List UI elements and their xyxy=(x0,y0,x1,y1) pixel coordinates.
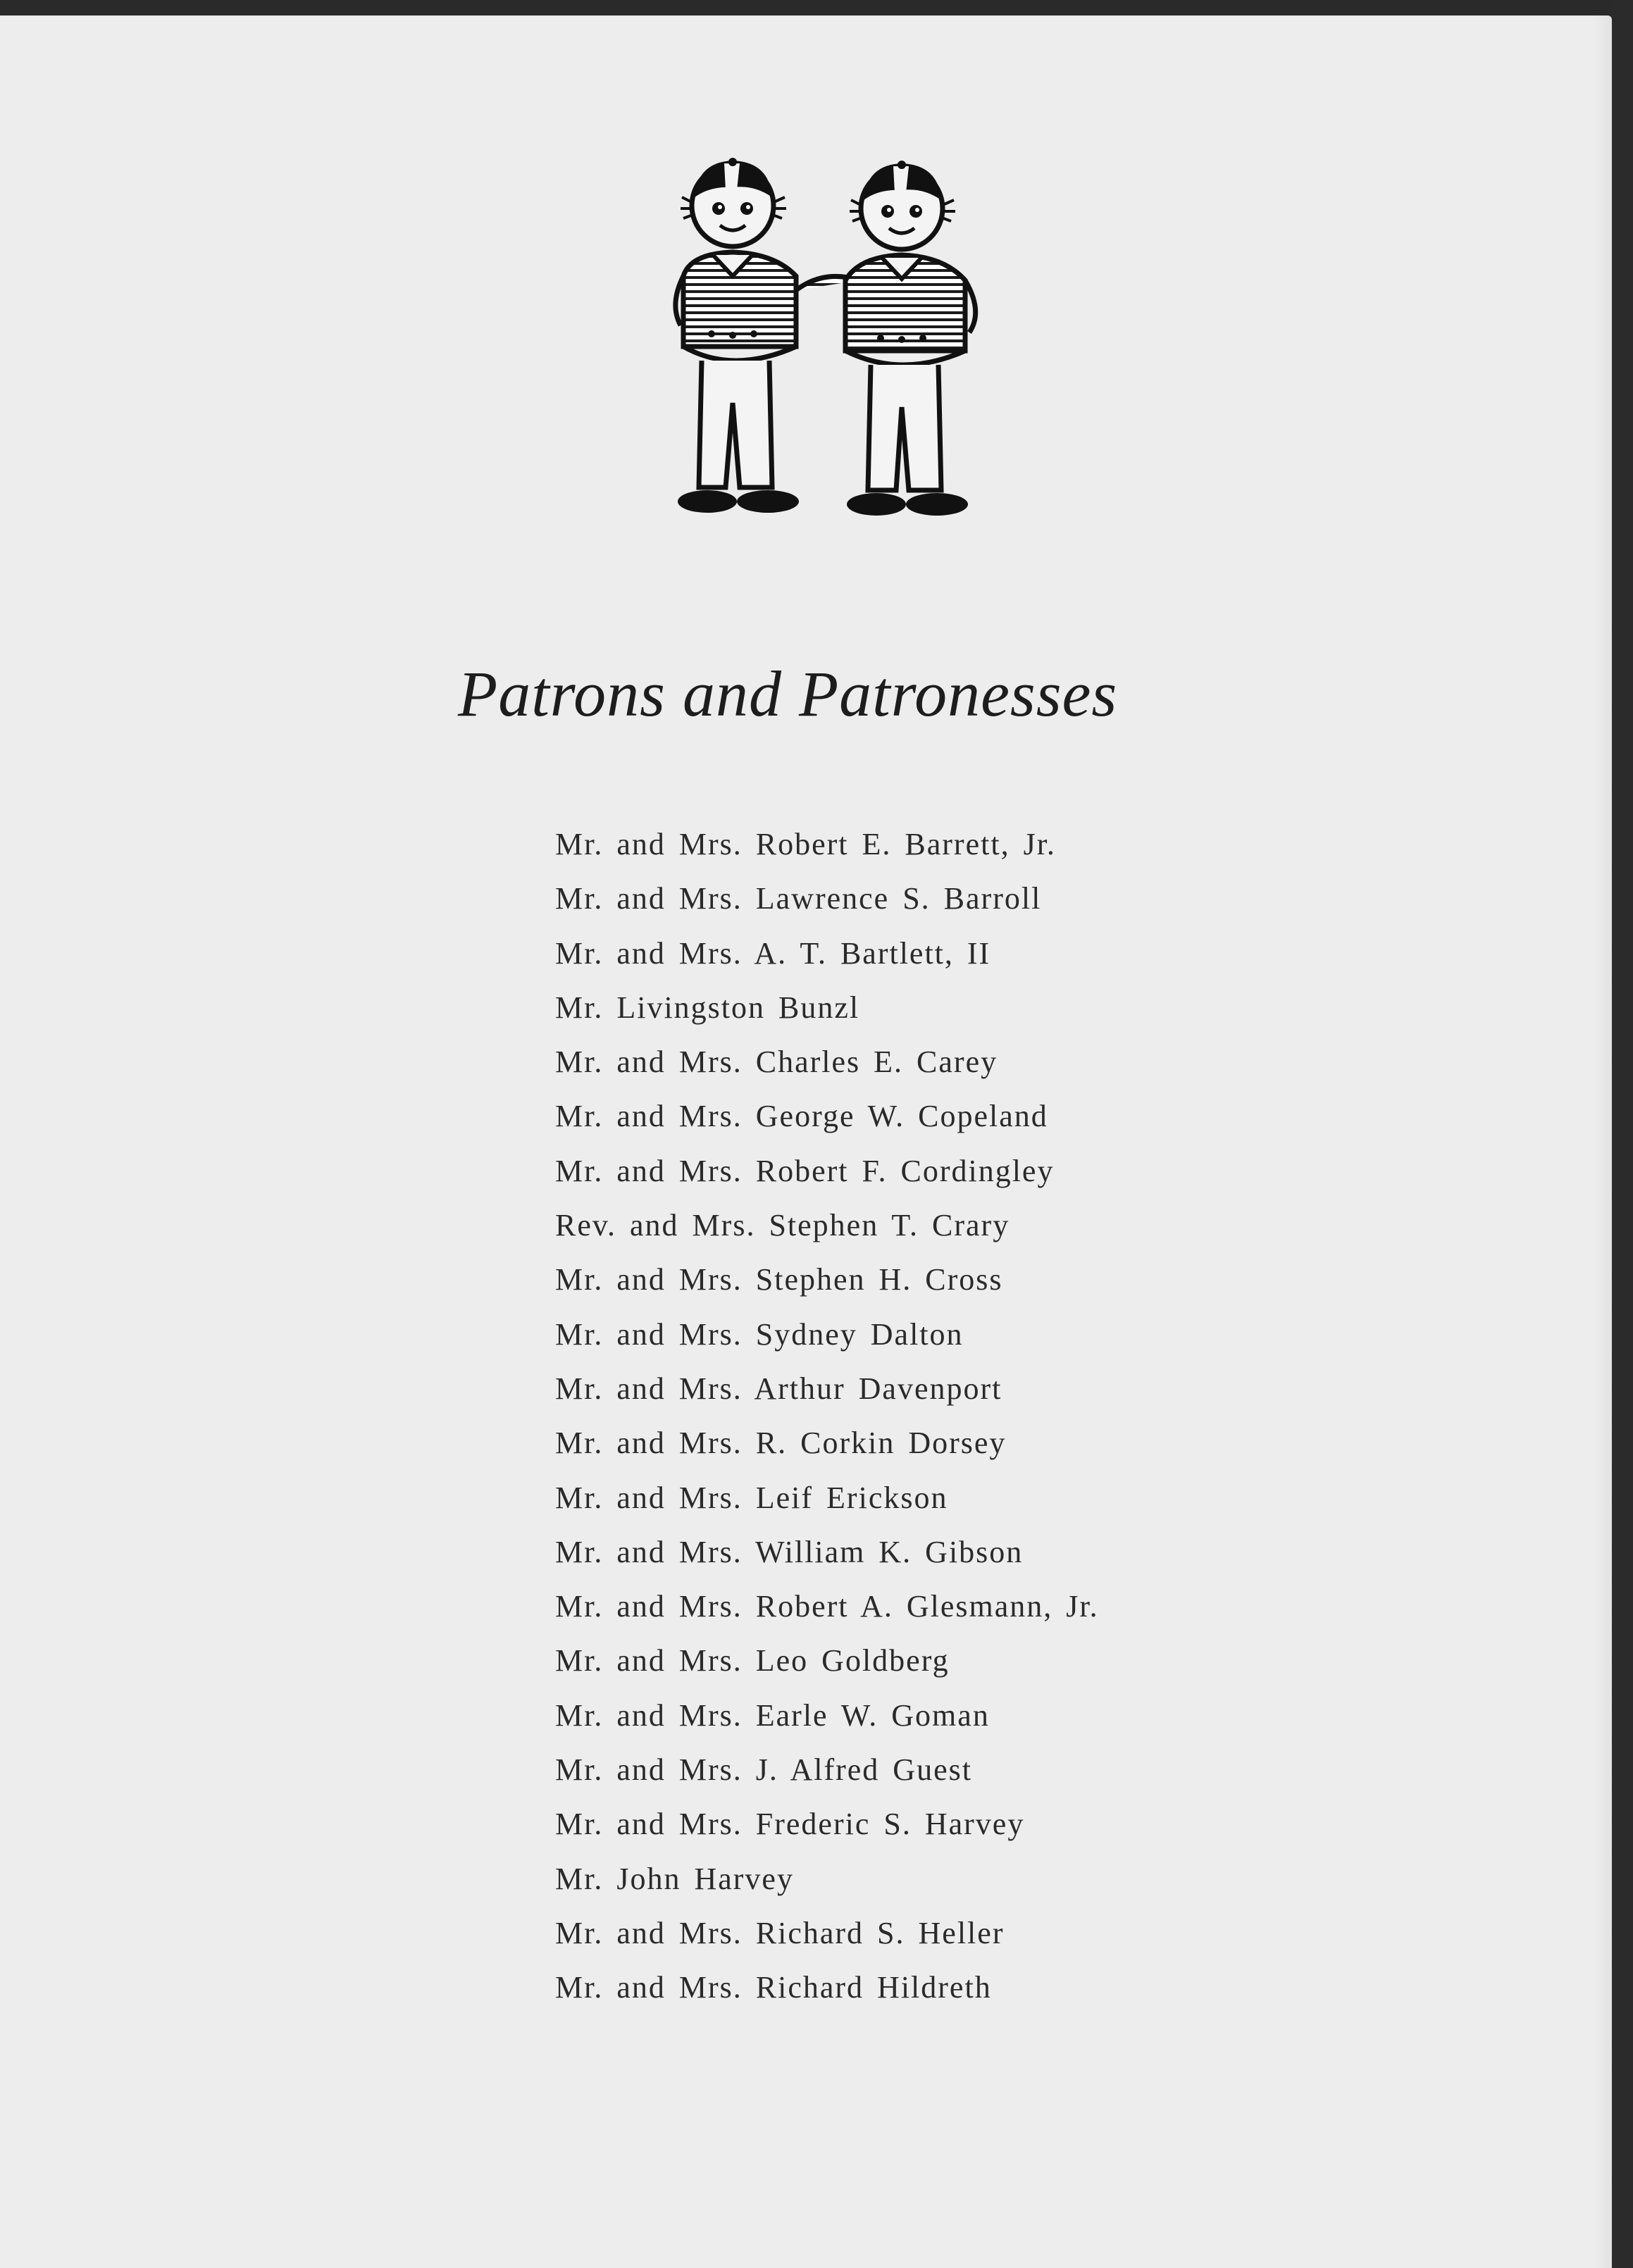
list-item: Mr. and Mrs. Leif Erickson xyxy=(555,1480,948,1515)
list-item: Mr. and Mrs. R. Corkin Dorsey xyxy=(555,1426,1007,1461)
right-boy-figure xyxy=(845,161,976,516)
list-item: Mr. and Mrs. Richard S. Heller xyxy=(555,1915,1005,1950)
list-item: Mr. and Mrs. Richard Hildreth xyxy=(555,1970,992,2005)
list-item: Mr. and Mrs. Stephen H. Cross xyxy=(555,1262,1003,1297)
page-title: Patrons and Patronesses xyxy=(458,658,1118,730)
list-item: Mr. and Mrs. A. T. Bartlett, II xyxy=(555,935,991,971)
list-item: Mr. and Mrs. Robert A. Glesmann, Jr. xyxy=(555,1589,1099,1624)
list-item: Mr. and Mrs. Robert F. Cordingley xyxy=(555,1153,1055,1188)
list-item: Mr. and Mrs. Earle W. Goman xyxy=(555,1697,990,1733)
list-item: Mr. and Mrs. Lawrence S. Barroll xyxy=(555,881,1042,916)
list-item: Mr. and Mrs. Sydney Dalton xyxy=(555,1316,964,1352)
list-item: Mr. John Harvey xyxy=(555,1861,794,1896)
list-item: Mr. and Mrs. Robert E. Barrett, Jr. xyxy=(555,827,1056,861)
list-item: Mr. and Mrs. J. Alfred Guest xyxy=(555,1752,972,1788)
left-boy-figure xyxy=(676,158,799,513)
list-item: Mr. and Mrs. George W. Copeland xyxy=(555,1099,1048,1134)
list-item: Mr. and Mrs. Frederic S. Harvey xyxy=(555,1807,1025,1842)
document-page xyxy=(0,15,1612,2268)
patron-list xyxy=(555,817,1260,2015)
scan-border xyxy=(1612,0,1633,2268)
list-item: Mr. and Mrs. Arthur Davenport xyxy=(555,1371,1002,1406)
list-item: Rev. and Mrs. Stephen T. Crary xyxy=(555,1208,1010,1243)
list-item: Mr. Livingston Bunzl xyxy=(555,990,860,1025)
list-item: Mr. and Mrs. William K. Gibson xyxy=(555,1534,1024,1569)
two-cartoon-boys-illustration xyxy=(634,135,1000,544)
list-item: Mr. and Mrs. Leo Goldberg xyxy=(555,1643,950,1678)
list-item: Mr. and Mrs. Charles E. Carey xyxy=(555,1045,998,1080)
page-edge-shadow xyxy=(1594,15,1613,2268)
